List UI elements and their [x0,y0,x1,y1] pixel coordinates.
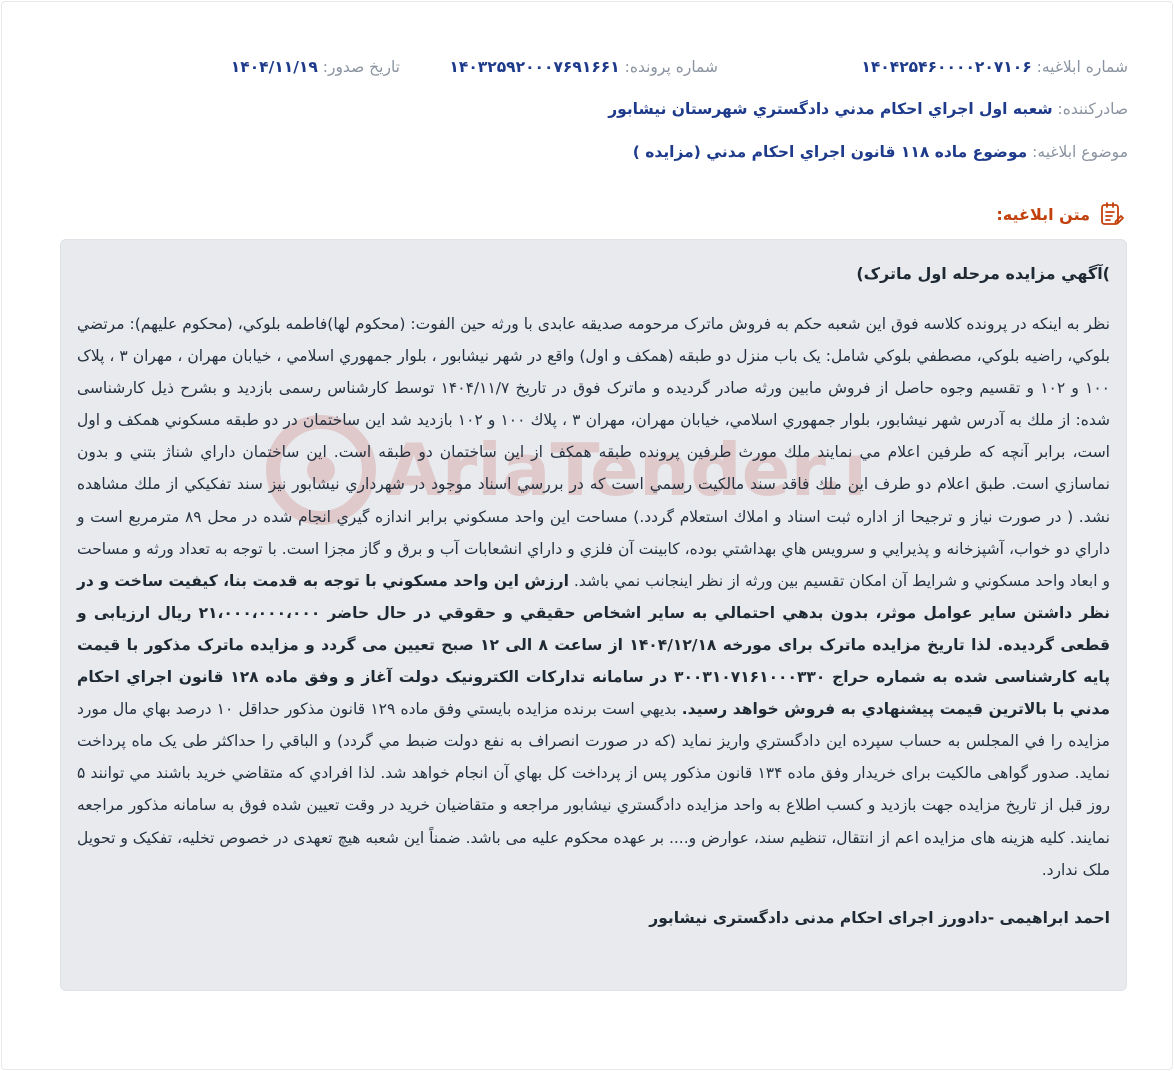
notice-content-box [60,239,1127,991]
issuer-field [40,100,1128,118]
svg-text:AriaTender.net: AriaTender. [386,428,844,512]
announcement-number-field [861,58,1128,76]
issue-date-field [231,58,400,76]
notice-text-heading [996,200,1126,228]
notice-text-heading-label: متن ابلاغيه: [996,204,1090,224]
notice-title: )آگهي مزايده مرحله اول ماترک) [856,264,1110,283]
meta-row-ids [40,58,1128,82]
issue-date-label: تاريخ صدور: [322,58,400,76]
subject-field [40,143,1128,161]
document-edit-icon [1098,200,1126,228]
case-number-label: شماره پرونده: [624,58,718,76]
issue-date-value: ۱۴۰۴/۱۱/۱۹ [230,58,318,76]
announcement-number-value: ۱۴۰۴۲۵۴۶۰۰۰۰۲۰۷۱۰۶ [861,58,1032,76]
notice-body [77,308,1110,886]
notice-paragraph-bold: ارزش اين واحد مسكوني با توجه به قدمت بنا، كيفيت ساخت و در نظر داشتن ساير عوامل موثر، بدون بدهي احتمالي به ساير اشخاص حقيقي و حقوقي در حال حاضر ۲۱،۰۰۰،۰۰۰،۰۰۰ ريال ارزيابی و قطعی گرديده. لذا تاريخ مزايده ماترک برای مورخه ۱۴۰۴/۱۲/۱۸ از ساعت ۸ الی ۱۲ صبح تعيين می گردد و مزايده ماترک مذكور با قيمت پايه كارشناسی شده به شماره حراج ۳۰۰۳۱۰۷۱۶۱۰۰۰۳۳۰ در سامانه تداركات الكترونيک دولت آغاز و وفق ماده ۱۲۸ قانون اجراي احكام مدني با بالاترين قيمت پيشنهادي به فروش خواهد رسيد. [77,571,1111,719]
notice-signature: احمد ابراهيمی -دادورز اجرای احکام مدنی دادگستری نيشابور [649,908,1110,927]
issuer-label: صادرکننده: [1057,100,1128,118]
announcement-number-label: شماره ابلاغيه: [1036,58,1128,76]
case-number-value: ۱۴۰۳۲۵۹۲۰۰۰۷۶۹۱۶۶۱ [449,58,620,76]
subject-value: موضوع ماده ۱۱۸ قانون اجراي احكام مدني (مزايده ) [632,143,1028,161]
case-number-field [449,58,718,76]
issuer-value: شعبه اول اجراي احكام مدني دادگستري شهرستان نيشابور [608,100,1053,118]
subject-label: موضوع ابلاغيه: [1032,143,1128,161]
notice-paragraph-part2: بديهي است برنده مزايده بايستي وفق ماده ۱۲۹ قانون مذكور حداقل ۱۰ درصد بهاي مال مورد مزايده را في المجلس به حساب سپرده اين دادگستري واريز نمايد (كه در صورت انصراف به نفع دولت ضبط مي گردد) و الباقي را حداكثر طی يک ماه پرداخت نمايد. صدور گواهی مالكيت برای خريدار وفق ماده ۱۳۴ قانون مذكور پس از پرداخت كل بهاي آن انجام خواهد شد. لذا افرادي كه متقاضي خريد باشند مي توانند ۵ روز قبل از تاريخ مزايده جهت بازديد و كسب اطلاع به واحد مزايده دادگستري نيشابور مراجعه و متقاضيان خريد در وقت تعيين شده فوق به سامانه مذكور مراجعه نمايند. كليه هزينه های مزايده اعم از انتقال، تنظيم سند، عوارض و.... بر عهده محكوم عليه می باشد. ضمناً اين شعبه هيچ تعهدی در خصوص تخليه، تفكيک و تحويل ملک ندارد. [77,700,1110,879]
notice-paragraph-part1: نظر به اينكه در پرونده كلاسه فوق اين شعبه حكم به فروش ماترک مرحومه صدیقه عابدی با ورثه حين الفوت: (محكوم لها)فاطمه بلوكي، (محكوم عليهم): مرتضي بلوكي، راضيه بلوكي، مصطفي بلوكي شامل: یک باب منزل دو طبقه (همکف و اول) واقع در شهر نيشابور ، بلوار جمهوري اسلامي ، خيابان مهران ، مهران ۳ ، پلاک ۱۰۰ و ۱۰۲ و تقسيم وجوه حاصل از فروش مابين ورثه صادر گرديده و ماترک فوق در تاريخ ۱۴۰۴/۱۱/۷ توسط كارشناس رسمی بازدید و بشرح ذيل كارشناسی شده: از ملك به آدرس شهر نيشابور، بلوار جمهوري اسلامي، خيابان مهران، مهران ۳ ، پلاك ۱۰۰ و ۱۰۲ بازديد شد اين ساختمان در دو طبقه مسكوني همكف و اول است، برابر آنچه كه طرفين اعلام مي نمايند ملك مورث طرفين پرونده طبقه همكف از اين ساختمان دو طبقه است. اين ساختمان داراي شناژ بتني و بدون نماسازي است. طبق اعلام دو طرف اين ملك فاقد سند مالكيت رسمي است كه در بررسي اسناد موجود در شهرداري نيشابور نيز سند تفكيكي از ملك مشاهده نشد. ( در صورت نياز و ترجيحا از اداره ثبت اسناد و املاك استعلام گردد.) مساحت اين واحد مسكوني برابر اندازه گيري انجام شده در محل ۸۹ مترمربع است و داراي دو خواب، آشپزخانه و پذيرايي و سرويس هاي بهداشتي بوده، كابينت آن فلزي و داراي انشعابات آب و برق و گاز مجزا است. با توجه به تعداد ورثه و مساحت و ابعاد واحد مسكوني و شرايط آن امكان تقسيم بين ورثه از نظر اينجانب نمي باشد. [77,315,1111,590]
